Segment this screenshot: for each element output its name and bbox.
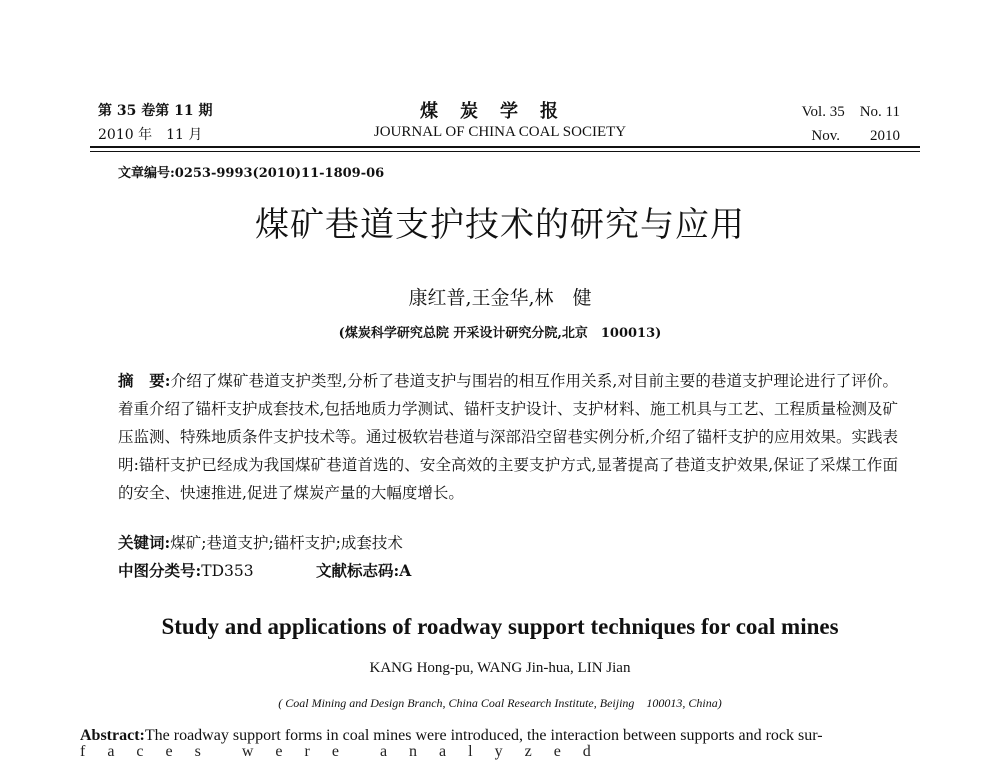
date-cn: 2010 年 11 月	[98, 127, 203, 143]
keywords-cn-label: 关键词:	[118, 533, 171, 552]
abstract-en-text: The roadway support forms in coal mines were introduced, the interaction between supports and rock sur-	[144, 727, 823, 744]
keywords-cn	[118, 531, 403, 553]
volume-issue-en: Vol. 35 No. 11	[801, 104, 900, 120]
abstract-cn-text: 介绍了煤矿巷道支护类型,分析了巷道支护与围岩的相互作用关系,对目前主要的巷道支护理论进行了评价。着重介绍了锚杆支护成套技术,包括地质力学测试、锚杆支护设计、支护材料、施工机具与工艺、工程质量检测及矿压监测、特殊地质条件支护技术等。通过极软岩巷道与深部沿空留巷实例分析,介绍了锚杆支护的应用效果。实践表明:锚杆支护已经成为我国煤矿巷道首选的、安全高效的主要支护方式,显著提高了巷道支护效果,保证了采煤工作面的安全、快速推进,促进了煤炭产量的大幅度增长。	[118, 372, 898, 502]
journal-name-cn: 煤炭学报	[420, 101, 580, 122]
header-rule-thick	[90, 146, 920, 148]
title-en: Study and applications of roadway support techniques for coal mines	[161, 614, 839, 639]
clc-label: 中图分类号:	[118, 561, 202, 580]
title-cn: 煤矿巷道支护技术的研究与应用	[255, 205, 745, 245]
clc-number	[118, 559, 254, 581]
abstract-cn-label: 摘 要:	[118, 371, 171, 390]
header-rule-thin	[90, 151, 920, 152]
abstract-en-label: Abstract:	[80, 727, 145, 744]
article-number: 文章编号:0253-9993(2010)11-1809-06	[118, 166, 385, 181]
date-en: Nov. 2010	[811, 128, 900, 144]
affiliation-en: ( Coal Mining and Design Branch, China Coal Research Institute, Beijing 100013, China)	[278, 696, 722, 710]
cropped-next-line-glyphs: f a c e s w e r e a n a l y z e d	[80, 743, 594, 760]
keywords-cn-text: 煤矿;巷道支护;锚杆支护;成套技术	[170, 534, 403, 552]
document-code	[316, 559, 411, 581]
journal-name-en: JOURNAL OF CHINA COAL SOCIETY	[373, 124, 627, 140]
clc-value: TD353	[201, 562, 254, 580]
abstract-cn	[118, 367, 898, 507]
authors-en: KANG Hong-pu, WANG Jin-hua, LIN Jian	[369, 660, 631, 676]
cropped-next-line	[80, 743, 920, 760]
authors-cn: 康红普,王金华,林 健	[408, 287, 592, 309]
doc-code-label: 文献标志码:	[316, 561, 400, 580]
affiliation-cn: (煤炭科学研究总院 开采设计研究分院,北京 100013)	[338, 326, 662, 341]
doc-code-value: A	[399, 561, 412, 580]
volume-issue-cn: 第 35 卷第 11 期	[98, 103, 213, 119]
